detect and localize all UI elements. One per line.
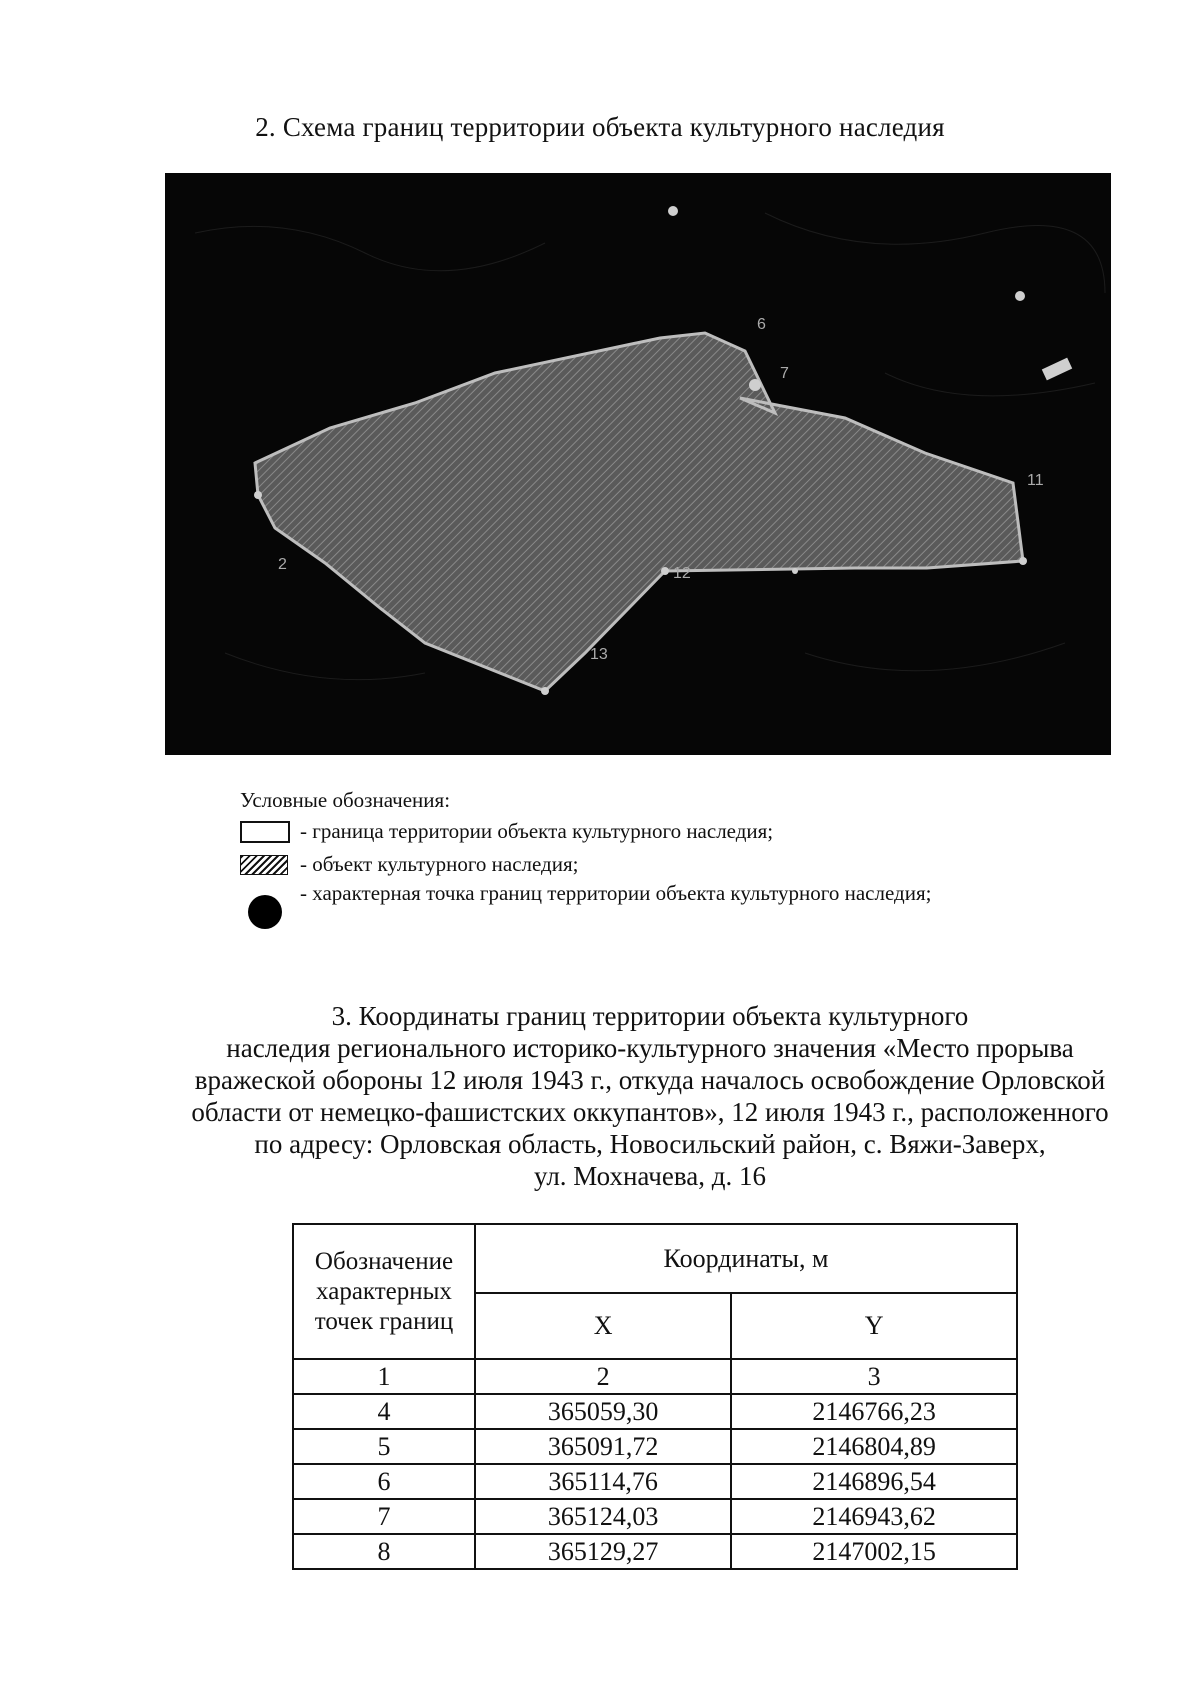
- x-cell: 365114,76: [475, 1464, 731, 1499]
- table-row: [293, 1394, 1017, 1429]
- x-cell: 365059,30: [475, 1394, 731, 1429]
- table-row: [293, 1464, 1017, 1499]
- table-row: [293, 1499, 1017, 1534]
- map-point-label: 6: [757, 316, 766, 333]
- y-cell: 2146896,54: [731, 1464, 1017, 1499]
- header-x: X: [475, 1293, 731, 1359]
- boundary-map-image: [165, 173, 1111, 755]
- map-point-label: 7: [780, 365, 789, 382]
- boundary-box-icon: [240, 821, 290, 843]
- table-row: [293, 1429, 1017, 1464]
- column-number-row: [293, 1359, 1017, 1394]
- map-point-label: 2: [278, 556, 287, 573]
- map-point-label: 12: [673, 565, 691, 582]
- y-cell: 2147002,15: [731, 1534, 1017, 1569]
- legend-item-boundary: [240, 815, 931, 848]
- coordinates-table: [292, 1223, 1018, 1570]
- legend-title: Условные обозначения:: [240, 788, 451, 812]
- column-number: 3: [731, 1359, 1017, 1394]
- point-cell: 7: [293, 1499, 475, 1534]
- x-cell: 365124,03: [475, 1499, 731, 1534]
- y-cell: 2146804,89: [731, 1429, 1017, 1464]
- table-row: [293, 1534, 1017, 1569]
- legend-label: - граница территории объекта культурного наследия;: [300, 819, 774, 843]
- black-dot-icon: [248, 895, 282, 929]
- section2-title: 2. Схема границ территории объекта культурного наследия: [255, 112, 945, 142]
- point-cell: 4: [293, 1394, 475, 1429]
- hatched-area-icon: [240, 855, 288, 875]
- legend-item-object: [240, 848, 931, 881]
- header-y: Y: [731, 1293, 1017, 1359]
- section3-title-line: области от немецко-фашистских оккупантов», 12 июля 1943 г., расположенного: [191, 1097, 1109, 1127]
- legend-item-point: [240, 881, 931, 914]
- header-coordinates: Координаты, м: [475, 1224, 1017, 1293]
- header-point-designation: Обозначение характерных точек границ: [293, 1224, 475, 1359]
- section3-title-line: ул. Мохначева, д. 16: [534, 1161, 766, 1191]
- point-cell: 8: [293, 1534, 475, 1569]
- y-cell: 2146943,62: [731, 1499, 1017, 1534]
- section3-title-line: 3. Координаты границ территории объекта культурного: [331, 1001, 969, 1031]
- section3-title-line: вражеской обороны 12 июля 1943 г., откуда началось освобождение Орловской: [194, 1065, 1106, 1095]
- x-cell: 365091,72: [475, 1429, 731, 1464]
- point-cell: 5: [293, 1429, 475, 1464]
- column-number: 2: [475, 1359, 731, 1394]
- map-point-label: 11: [1027, 472, 1044, 489]
- y-cell: 2146766,23: [731, 1394, 1017, 1429]
- section3-title-line: наследия регионального историко-культурного значения «Место прорыва: [226, 1033, 1074, 1063]
- section3-title: [180, 1000, 1120, 1192]
- legend: [240, 788, 931, 914]
- legend-label: - характерная точка границ территории объекта культурного наследия;: [300, 881, 932, 905]
- map-point-label: 13: [590, 646, 608, 663]
- column-number: 1: [293, 1359, 475, 1394]
- point-cell: 6: [293, 1464, 475, 1499]
- section3-title-line: по адресу: Орловская область, Новосильский район, с. Вяжи-Заверх,: [254, 1129, 1046, 1159]
- legend-label: - объект культурного наследия;: [300, 852, 579, 876]
- x-cell: 365129,27: [475, 1534, 731, 1569]
